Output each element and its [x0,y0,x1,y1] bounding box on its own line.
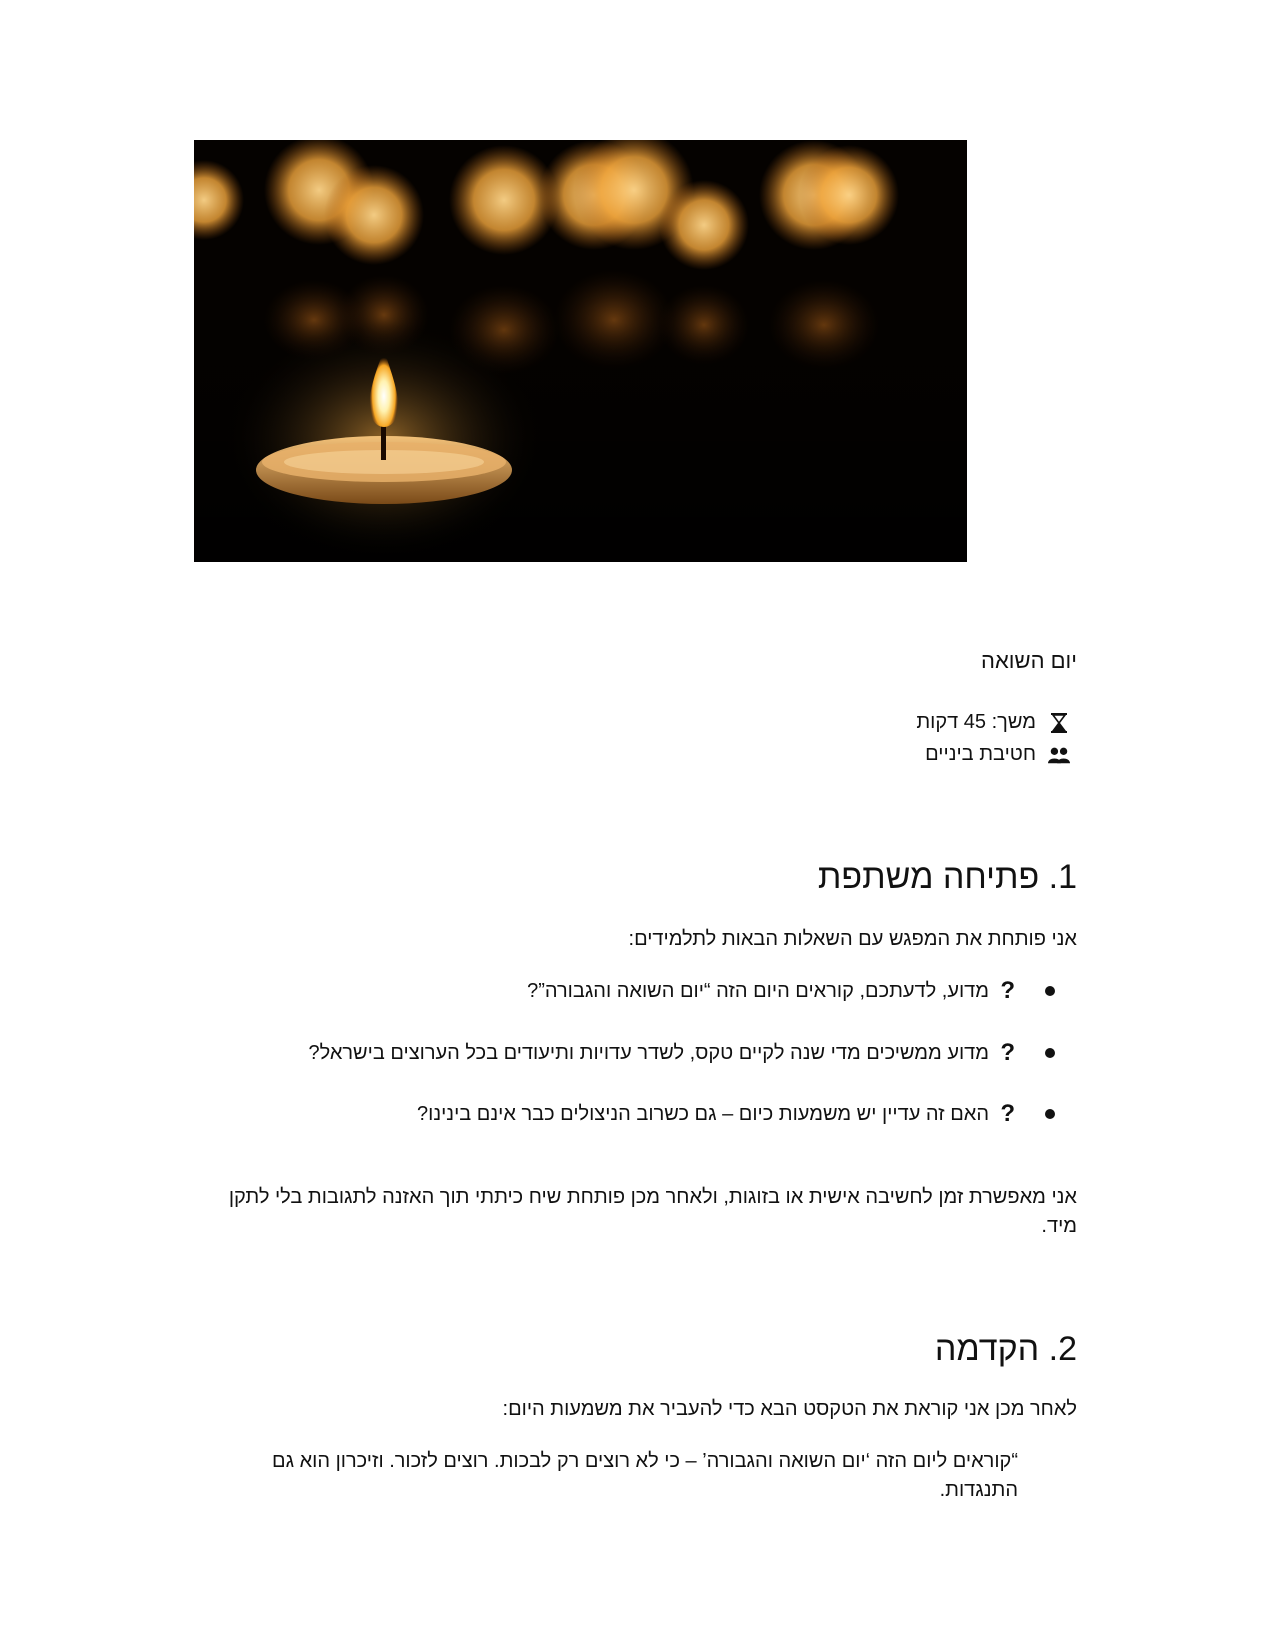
list-item [527,977,1055,1005]
duration-text: משך: 45 דקות [916,711,1036,733]
section-1-closing: אני מאפשרת זמן לחשיבה אישית או בזוגות, ולאחר מכן פותחת שיח כיתתי תוך האזנה לתגובות בלי לתקן מיד. [228,1186,1077,1237]
bullet-icon [1045,1109,1055,1119]
people-icon [1048,744,1070,766]
question-mark-icon: ? [1000,1039,1015,1066]
question-mark-icon: ? [1000,977,1015,1004]
audience-text: חטיבת ביניים [925,743,1036,765]
audience-row [925,743,1070,766]
bullet-icon [1045,986,1055,996]
section-1-heading: 1. פתיחה משתפת [817,858,1077,896]
candle-image-icon [194,140,967,562]
question-text: האם זה עדיין יש משמעות כיום – גם כשרוב הניצולים כבר אינם בינינו? [417,1102,989,1125]
section-2-intro: לאחר מכן אני קוראת את הטקסט הבא כדי להעביר את משמעות היום: [502,1398,1077,1420]
duration-row [916,711,1070,734]
list-item [417,1100,1055,1128]
lesson-title: יום השואה [981,648,1077,673]
section-2-heading: 2. הקדמה [934,1330,1077,1368]
bullet-icon [1045,1048,1055,1058]
question-text: מדוע ממשיכים מדי שנה לקיים טקס, לשדר עדויות ותיעודים בכל הערוצים בישראל? [308,1041,989,1064]
list-item [309,1039,1056,1067]
quote-block: “קוראים ליום הזה ‘יום השואה והגבורה’ – כי לא רוצים רק לבכות. רוצים לזכור. וזיכרון הוא גם התנגדות. [272,1450,1018,1501]
section-1-intro: אני פותחת את המפגש עם השאלות הבאות לתלמידים: [628,928,1077,950]
question-text: מדוע, לדעתכם, קוראים היום הזה “יום השואה והגבורה”? [527,979,989,1002]
question-mark-icon: ? [1000,1100,1015,1127]
candle-photo [194,140,967,562]
hourglass-icon [1048,712,1070,734]
